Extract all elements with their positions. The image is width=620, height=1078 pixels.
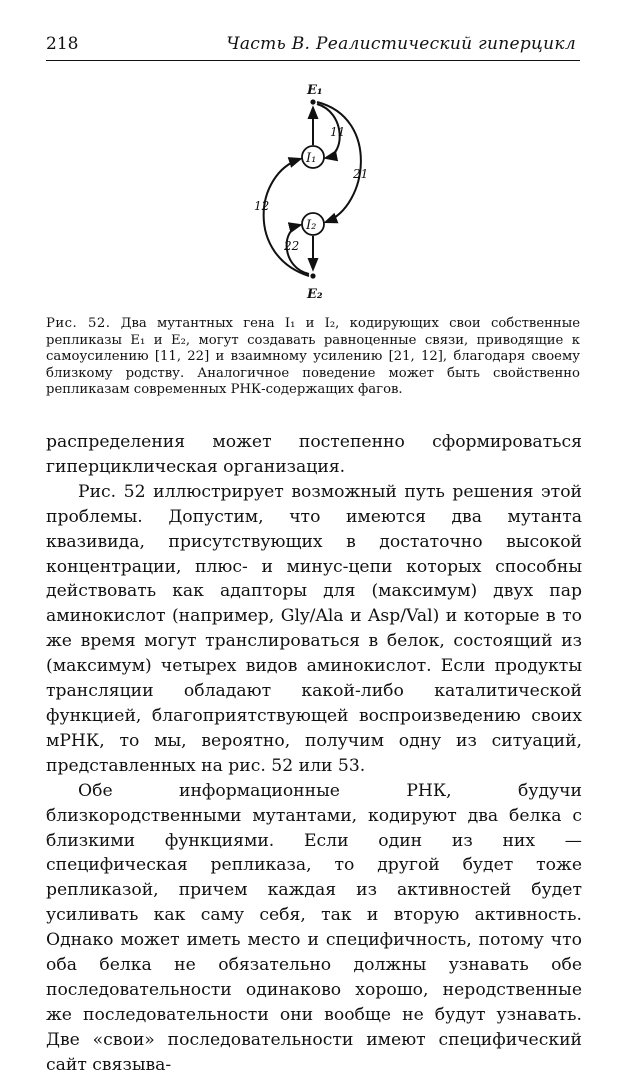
paragraph-2: Рис. 52 иллюстрирует возможный путь решения этой проблемы. Допустим, что имеются два мутанта квазивида, присутствующих в достаточно высокой концентрации, плюс- и минус-цепи которых способны действовать как адапторы для (максимум) двух пар аминокислот (например, Gly/Ala и Asp/Val) и которые в то же время могут транслироваться в белок, состоящий из (максимум) четырех видов аминокислот. Если продукты трансляции обладают какой-либо каталитической функцией, благоприятствующей воспроизведению своих мРНК, то мы, вероятно, получим одну из ситуаций, представленных на рис. 52 или 53. bbox=[46, 481, 582, 776]
page-number: 218 bbox=[46, 34, 79, 54]
running-header bbox=[46, 34, 580, 61]
e1-dot bbox=[310, 99, 315, 104]
edge-label-21: 21 bbox=[353, 167, 369, 181]
caption-text: Два мутантных гена I₁ и I₂, кодирующих свои собственные репликазы E₁ и E₂, могут создавать равноценные связи, приводящие к самоусилению [11, 22] и взаимному усилению [21, 12], благодаря своему близкому родству. Аналогичное поведение может быть свойственно репликазам современных РНК-содержащих фагов. bbox=[46, 316, 581, 398]
paragraph-1: распределения может постепенно сформироваться гиперциклическая организация. bbox=[46, 432, 582, 477]
arrow-e2-to-i1 bbox=[264, 159, 309, 276]
edge-label-22: 22 bbox=[284, 239, 300, 253]
caption-label: Рис. 52. bbox=[46, 316, 111, 331]
i1-label: I₁ bbox=[306, 151, 317, 166]
e1-label: E₁ bbox=[307, 83, 323, 98]
paragraph-3: Обе информационные РНК, будучи близкородственными мутантами, кодируют два белка с близкими функциями. Если один из них — специфическая репликаза, то другой будет тоже репликазой, причем каждая из активностей будет усиливать как саму себя, так и вторую активность. Однако может иметь место и специфичность, потому что оба белка не обязательно должны узнавать обе последовательности одинаково хорошо, неродственные же последовательности они вообще не будут узнавать. Две «свои» последовательности имеют специфический сайт связыва- bbox=[46, 780, 582, 1075]
figure-52-diagram bbox=[240, 78, 380, 310]
edge-label-11: 11 bbox=[330, 125, 346, 139]
edge-label-12: 12 bbox=[254, 199, 270, 213]
e2-dot bbox=[310, 273, 315, 278]
running-head-title: Часть В. Реалистический гиперцикл bbox=[226, 34, 576, 54]
i2-label: I₂ bbox=[306, 218, 317, 233]
e2-label: E₂ bbox=[307, 287, 323, 302]
hypercycle-diagram bbox=[240, 78, 380, 310]
body-text bbox=[46, 430, 582, 1078]
figure-caption bbox=[46, 316, 580, 399]
